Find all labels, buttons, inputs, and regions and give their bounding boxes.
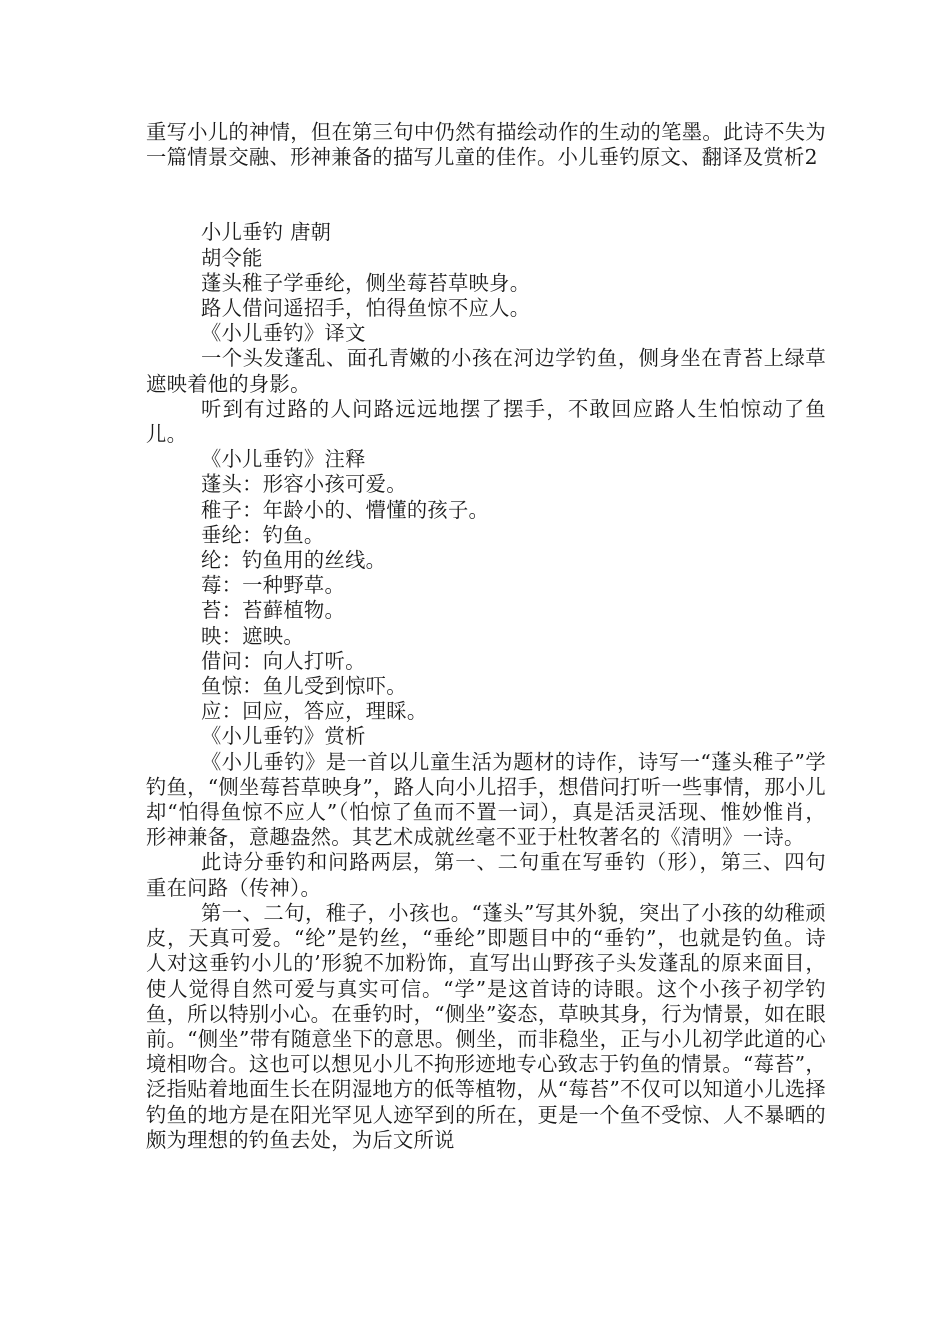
translation-paragraph-1: 一个头发蓬乱、面孔青嫩的小孩在河边学钓鱼，侧身坐在青苔上绿草遮映着他的身影。 <box>146 346 826 396</box>
appreciation-heading: 《小儿垂钓》赏析 <box>201 724 366 749</box>
note-item: 稚子：年龄小的、懵懂的孩子。 <box>201 497 490 522</box>
poem-author: 胡令能 <box>201 245 263 270</box>
appreciation-paragraph-2: 此诗分垂钓和问路两层，第一、二句重在写垂钓（形），第三、四句重在问路（传神）。 <box>146 850 826 900</box>
poem-line-1: 蓬头稚子学垂纶，侧坐莓苔草映身。 <box>201 270 531 295</box>
note-item: 苔：苔藓植物。 <box>201 598 346 623</box>
poem-line-2: 路人借问遥招手，怕得鱼惊不应人。 <box>201 296 531 321</box>
note-item: 借问：向人打听。 <box>201 648 366 673</box>
notes-heading: 《小儿垂钓》注释 <box>201 447 366 472</box>
appreciation-paragraph-1: 《小儿垂钓》是一首以儿童生活为题材的诗作，诗写一“蓬头稚子”学钓鱼，“侧坐莓苔草映身”，路人向小儿招手，想借问打听一些事情，那小儿却“怕得鱼惊不应人”（怕惊了鱼而不置一词），真是活灵活现、惟妙惟肖，形神兼备，意趣盎然。其艺术成就丝毫不亚于杜牧著名的《清明》一诗。 <box>146 749 826 850</box>
note-item: 纶：钓鱼用的丝线。 <box>201 548 387 573</box>
intro-paragraph: 重写小儿的神情，但在第三句中仍然有描绘动作的生动的笔墨。此诗不失为一篇情景交融、形神兼备的描写儿童的佳作。小儿垂钓原文、翻译及赏析2 <box>146 120 826 170</box>
note-item: 映：遮映。 <box>201 623 304 648</box>
translation-paragraph-2: 听到有过路的人问路远远地摆了摆手，不敢回应路人生怕惊动了鱼儿。 <box>146 396 826 447</box>
note-item: 垂纶：钓鱼。 <box>201 522 325 547</box>
translation-heading: 《小儿垂钓》译文 <box>201 321 366 346</box>
note-item: 蓬头：形容小孩可爱。 <box>201 472 407 497</box>
appreciation-paragraph-3: 第一、二句，稚子，小孩也。“蓬头”写其外貌，突出了小孩的幼稚顽皮，天真可爱。“纶”是钓丝，“垂纶”即题目中的“垂钓”，也就是钓鱼。诗人对这垂钓小儿的’形貌不加粉饰，直写出山野孩子头发蓬乱的原来面目，使人觉得自然可爱与真实可信。“学”是这首诗的诗眼。这个小孩子初学钓鱼，所以特别小心。在垂钓时，“侧坐”姿态，草映其身，行为情景，如在眼前。“侧坐”带有随意坐下的意思。侧坐，而非稳坐，正与小儿初学此道的心境相吻合。这也可以想见小儿不拘形迹地专心致志于钓鱼的情景。“莓苔”，泛指贴着地面生长在阴湿地方的低等植物，从“莓苔”不仅可以知道小儿选择钓鱼的地方是在阳光罕见人迹罕到的所在，更是一个鱼不受惊、人不暴晒的颇为理想的钓鱼去处，为后文所说 <box>146 900 826 1152</box>
poem-title-line: 小儿垂钓 唐朝 <box>201 220 332 245</box>
document-page <box>146 120 826 1153</box>
note-item: 莓：一种野草。 <box>201 573 346 598</box>
section-gap <box>146 170 826 220</box>
note-item: 应：回应，答应，理睬。 <box>201 699 428 724</box>
note-item: 鱼惊：鱼儿受到惊吓。 <box>201 674 407 699</box>
